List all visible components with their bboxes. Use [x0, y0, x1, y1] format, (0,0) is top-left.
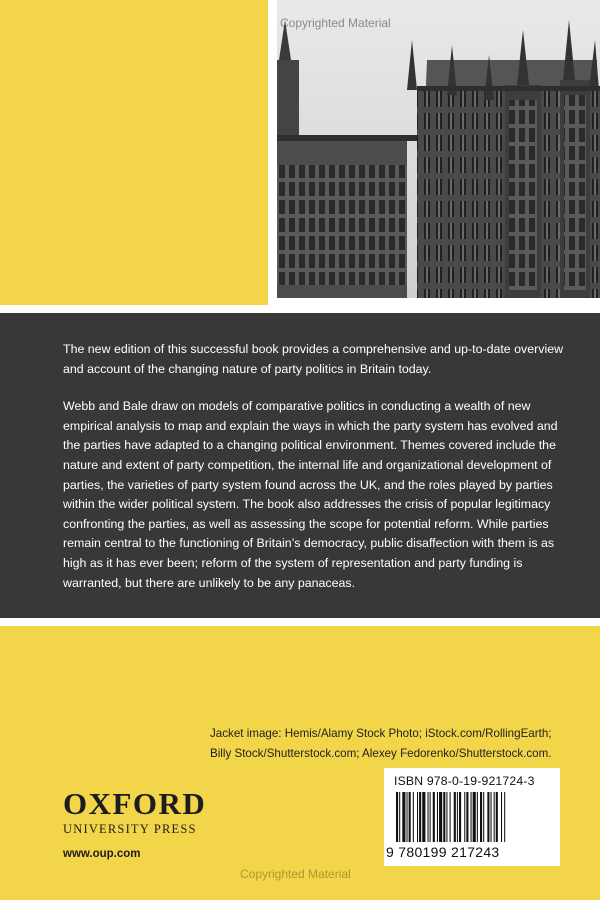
blurb-paragraph-2: Webb and Bale draw on models of comparative politics in conducting a wealth of new empirical analysis to map and explain the ways in which the party system has evolved and the parties have adapted to a changing political environment. Themes covered include the nature and extent of party competition, the internal life and organizational development of parties, the varieties of party system found across the UK, and the roles played by parties within the wider political system. The book also addresses the crisis of popular legitimacy confronting the parties, as well as assessing the scope for potential reform. While parties remain central to the functioning of Britain’s democracy, public disaffection with them is as high as it has ever been; reform of the system of representation and party funding is warranted, but there are unlikely to be any panaceas.: [63, 399, 558, 590]
watermark-top: Copyrighted Material: [280, 16, 391, 30]
barcode-bar: [443, 792, 445, 842]
barcode-bar: [437, 792, 438, 842]
barcode-bar: [494, 792, 495, 842]
barcode-bar: [428, 792, 429, 842]
blurb-text: [63, 340, 571, 611]
credits-line-1: Jacket image: Hemis/Alamy Stock Photo; iStock.com/RollingEarth;: [210, 727, 552, 740]
barcode-bar: [409, 792, 411, 842]
barcode-bar: [473, 792, 476, 842]
divider-line-bottom: [0, 618, 600, 626]
barcode-bar: [471, 792, 472, 842]
barcode-bar: [496, 792, 498, 842]
isbn-label: ISBN 978-0-19-921724-3: [394, 774, 535, 788]
barcode-bar: [396, 792, 398, 842]
barcode-bar: [407, 792, 408, 842]
barcode-bar: [430, 792, 431, 842]
barcode-bar: [439, 792, 442, 842]
jacket-image-credits: [210, 724, 590, 764]
publisher-name: OXFORD: [63, 786, 207, 821]
barcode-bar: [480, 792, 482, 842]
barcode-bar: [413, 792, 414, 842]
barcode-bar: [483, 792, 484, 842]
barcode-bar: [459, 792, 461, 842]
watermark-bottom: Copyrighted Material: [240, 867, 351, 881]
barcode-bar: [399, 792, 400, 842]
barcode-digits: 9 780199 217243: [386, 844, 500, 860]
barcode-bar: [491, 792, 492, 842]
barcode-bar: [419, 792, 421, 842]
publisher-website: www.oup.com: [63, 848, 141, 860]
barcode-bar: [446, 792, 447, 842]
barcode-bar: [466, 792, 468, 842]
barcode-bar: [477, 792, 478, 842]
blurb-paragraph-1: The new edition of this successful book provides a comprehensive and up-to-date overview and account of the changing nature of party politics in Britain today.: [63, 342, 564, 376]
credits-line-2: Billy Stock/Shutterstock.com; Alexey Fedorenko/Shutterstock.com.: [210, 747, 552, 760]
barcode-bar: [454, 792, 456, 842]
parliament-photo: [277, 0, 600, 298]
publisher-subtitle: UNIVERSITY PRESS: [63, 822, 197, 836]
barcode-bar: [504, 792, 505, 842]
publisher-logo: [63, 788, 206, 837]
barcode-bar: [457, 792, 458, 842]
barcode-bars: [394, 792, 550, 844]
barcode-bar: [464, 792, 465, 842]
divider-line-top: [0, 305, 600, 313]
barcode-bar: [402, 792, 405, 842]
palace-of-westminster-image: [277, 0, 600, 298]
barcode-bar: [450, 792, 451, 842]
barcode-bar: [487, 792, 489, 842]
barcode-bar: [433, 792, 435, 842]
barcode-bar: [501, 792, 502, 842]
barcode-bar: [417, 792, 418, 842]
isbn-barcode: [384, 768, 560, 866]
barcode-bar: [422, 792, 425, 842]
